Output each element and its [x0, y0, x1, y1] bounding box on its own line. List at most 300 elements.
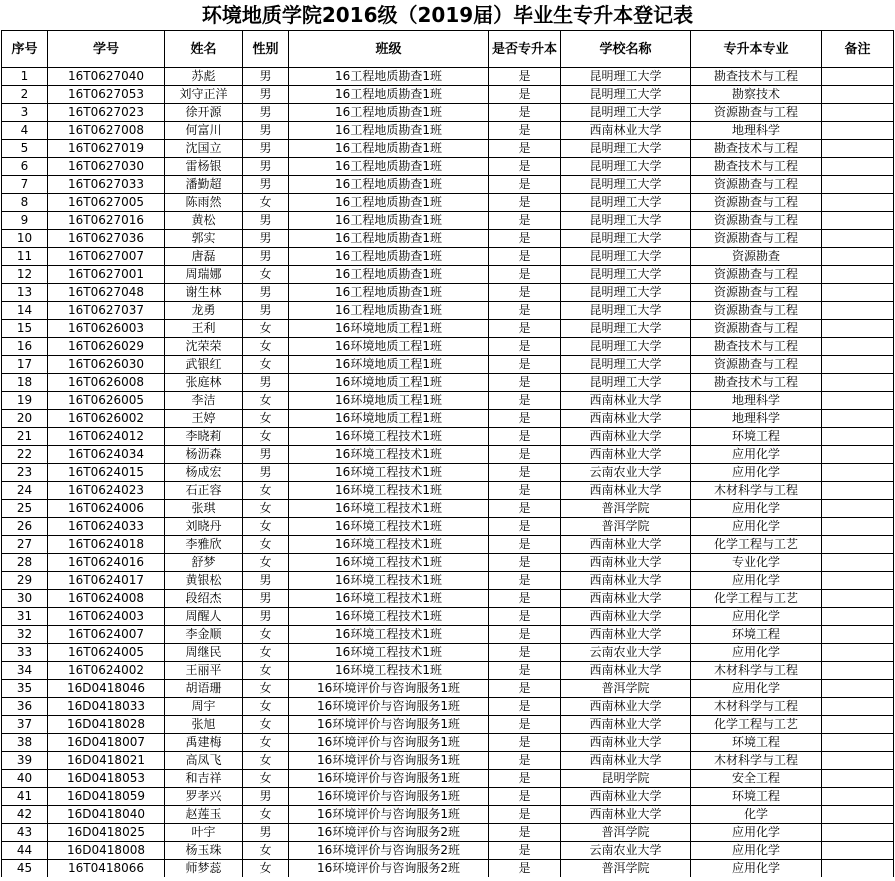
cell-school[interactable]: 西南林业大学	[561, 572, 691, 590]
cell-student-id[interactable]: 16D0418025	[48, 824, 165, 842]
cell-student-id[interactable]: 16T0624023	[48, 482, 165, 500]
cell-remarks[interactable]	[822, 716, 894, 734]
cell-name[interactable]: 苏彪	[165, 68, 243, 86]
cell-remarks[interactable]	[822, 410, 894, 428]
cell-upgrade[interactable]: 是	[489, 230, 561, 248]
cell-name[interactable]: 谢生林	[165, 284, 243, 302]
cell-major[interactable]: 环境工程	[691, 734, 822, 752]
cell-major[interactable]: 应用化学	[691, 842, 822, 860]
cell-school[interactable]: 昆明理工大学	[561, 302, 691, 320]
cell-remarks[interactable]	[822, 752, 894, 770]
cell-index[interactable]: 4	[2, 122, 48, 140]
cell-major[interactable]: 资源勘查与工程	[691, 176, 822, 194]
cell-remarks[interactable]	[822, 554, 894, 572]
cell-upgrade[interactable]: 是	[489, 608, 561, 626]
cell-class[interactable]: 16工程地质勘查1班	[289, 86, 489, 104]
cell-class[interactable]: 16环境工程技术1班	[289, 644, 489, 662]
cell-index[interactable]: 40	[2, 770, 48, 788]
cell-gender[interactable]: 男	[243, 140, 289, 158]
cell-major[interactable]: 应用化学	[691, 572, 822, 590]
cell-class[interactable]: 16环境地质工程1班	[289, 356, 489, 374]
cell-student-id[interactable]: 16T0626005	[48, 392, 165, 410]
cell-upgrade[interactable]: 是	[489, 482, 561, 500]
cell-gender[interactable]: 男	[243, 284, 289, 302]
cell-student-id[interactable]: 16D0418033	[48, 698, 165, 716]
cell-name[interactable]: 罗孝兴	[165, 788, 243, 806]
cell-remarks[interactable]	[822, 122, 894, 140]
cell-student-id[interactable]: 16D0418046	[48, 680, 165, 698]
cell-remarks[interactable]	[822, 518, 894, 536]
cell-student-id[interactable]: 16T0626029	[48, 338, 165, 356]
cell-remarks[interactable]	[822, 698, 894, 716]
cell-gender[interactable]: 女	[243, 428, 289, 446]
cell-student-id[interactable]: 16T0624007	[48, 626, 165, 644]
column-header-gender[interactable]: 性别	[243, 31, 289, 68]
cell-school[interactable]: 昆明理工大学	[561, 68, 691, 86]
cell-remarks[interactable]	[822, 590, 894, 608]
cell-gender[interactable]: 男	[243, 572, 289, 590]
cell-major[interactable]: 木材科学与工程	[691, 662, 822, 680]
cell-student-id[interactable]: 16T0627007	[48, 248, 165, 266]
cell-gender[interactable]: 女	[243, 482, 289, 500]
cell-name[interactable]: 禹建梅	[165, 734, 243, 752]
cell-name[interactable]: 和吉祥	[165, 770, 243, 788]
cell-upgrade[interactable]: 是	[489, 212, 561, 230]
cell-name[interactable]: 武银红	[165, 356, 243, 374]
cell-class[interactable]: 16环境地质工程1班	[289, 374, 489, 392]
cell-student-id[interactable]: 16T0626030	[48, 356, 165, 374]
cell-remarks[interactable]	[822, 248, 894, 266]
cell-school[interactable]: 昆明理工大学	[561, 284, 691, 302]
cell-name[interactable]: 石正容	[165, 482, 243, 500]
cell-school[interactable]: 云南农业大学	[561, 842, 691, 860]
column-header-class[interactable]: 班级	[289, 31, 489, 68]
cell-index[interactable]: 5	[2, 140, 48, 158]
cell-class[interactable]: 16工程地质勘查1班	[289, 104, 489, 122]
cell-class[interactable]: 16环境工程技术1班	[289, 536, 489, 554]
cell-remarks[interactable]	[822, 284, 894, 302]
cell-index[interactable]: 17	[2, 356, 48, 374]
cell-name[interactable]: 杨玉珠	[165, 842, 243, 860]
cell-index[interactable]: 29	[2, 572, 48, 590]
cell-class[interactable]: 16环境工程技术1班	[289, 428, 489, 446]
cell-upgrade[interactable]: 是	[489, 374, 561, 392]
cell-name[interactable]: 王婷	[165, 410, 243, 428]
cell-gender[interactable]: 男	[243, 248, 289, 266]
cell-student-id[interactable]: 16T0627019	[48, 140, 165, 158]
cell-gender[interactable]: 女	[243, 662, 289, 680]
cell-name[interactable]: 张旭	[165, 716, 243, 734]
cell-remarks[interactable]	[822, 608, 894, 626]
cell-student-id[interactable]: 16T0624017	[48, 572, 165, 590]
cell-class[interactable]: 16环境评价与咨询服务2班	[289, 860, 489, 878]
cell-school[interactable]: 西南林业大学	[561, 428, 691, 446]
cell-gender[interactable]: 男	[243, 230, 289, 248]
cell-upgrade[interactable]: 是	[489, 788, 561, 806]
cell-student-id[interactable]: 16T0627036	[48, 230, 165, 248]
cell-remarks[interactable]	[822, 806, 894, 824]
cell-index[interactable]: 33	[2, 644, 48, 662]
cell-class[interactable]: 16环境工程技术1班	[289, 608, 489, 626]
cell-index[interactable]: 43	[2, 824, 48, 842]
cell-student-id[interactable]: 16T0627040	[48, 68, 165, 86]
cell-class[interactable]: 16环境地质工程1班	[289, 410, 489, 428]
cell-remarks[interactable]	[822, 788, 894, 806]
cell-class[interactable]: 16环境评价与咨询服务1班	[289, 698, 489, 716]
cell-class[interactable]: 16工程地质勘查1班	[289, 194, 489, 212]
cell-upgrade[interactable]: 是	[489, 662, 561, 680]
cell-name[interactable]: 李洁	[165, 392, 243, 410]
cell-school[interactable]: 普洱学院	[561, 860, 691, 878]
cell-remarks[interactable]	[822, 662, 894, 680]
cell-class[interactable]: 16环境工程技术1班	[289, 482, 489, 500]
cell-major[interactable]: 资源勘查与工程	[691, 302, 822, 320]
cell-gender[interactable]: 女	[243, 734, 289, 752]
cell-upgrade[interactable]: 是	[489, 860, 561, 878]
cell-upgrade[interactable]: 是	[489, 68, 561, 86]
cell-class[interactable]: 16工程地质勘查1班	[289, 248, 489, 266]
cell-index[interactable]: 6	[2, 158, 48, 176]
cell-name[interactable]: 高凤飞	[165, 752, 243, 770]
cell-remarks[interactable]	[822, 482, 894, 500]
cell-school[interactable]: 西南林业大学	[561, 554, 691, 572]
cell-class[interactable]: 16环境评价与咨询服务1班	[289, 734, 489, 752]
cell-index[interactable]: 28	[2, 554, 48, 572]
cell-school[interactable]: 云南农业大学	[561, 464, 691, 482]
cell-upgrade[interactable]: 是	[489, 500, 561, 518]
cell-major[interactable]: 化学工程与工艺	[691, 590, 822, 608]
cell-class[interactable]: 16环境工程技术1班	[289, 554, 489, 572]
cell-name[interactable]: 刘守正洋	[165, 86, 243, 104]
cell-upgrade[interactable]: 是	[489, 698, 561, 716]
cell-school[interactable]: 普洱学院	[561, 824, 691, 842]
column-header-student-id[interactable]: 学号	[48, 31, 165, 68]
cell-upgrade[interactable]: 是	[489, 572, 561, 590]
cell-class[interactable]: 16工程地质勘查1班	[289, 176, 489, 194]
cell-student-id[interactable]: 16T0626008	[48, 374, 165, 392]
cell-index[interactable]: 41	[2, 788, 48, 806]
cell-school[interactable]: 西南林业大学	[561, 698, 691, 716]
cell-major[interactable]: 勘察技术	[691, 86, 822, 104]
cell-upgrade[interactable]: 是	[489, 770, 561, 788]
cell-major[interactable]: 化学工程与工艺	[691, 716, 822, 734]
cell-upgrade[interactable]: 是	[489, 824, 561, 842]
cell-index[interactable]: 36	[2, 698, 48, 716]
cell-index[interactable]: 7	[2, 176, 48, 194]
cell-major[interactable]: 资源勘查与工程	[691, 212, 822, 230]
cell-student-id[interactable]: 16T0624002	[48, 662, 165, 680]
cell-remarks[interactable]	[822, 140, 894, 158]
column-header-name[interactable]: 姓名	[165, 31, 243, 68]
cell-gender[interactable]: 女	[243, 518, 289, 536]
cell-index[interactable]: 12	[2, 266, 48, 284]
cell-upgrade[interactable]: 是	[489, 590, 561, 608]
cell-class[interactable]: 16工程地质勘查1班	[289, 68, 489, 86]
cell-name[interactable]: 徐开源	[165, 104, 243, 122]
cell-index[interactable]: 11	[2, 248, 48, 266]
cell-school[interactable]: 西南林业大学	[561, 608, 691, 626]
cell-gender[interactable]: 男	[243, 68, 289, 86]
cell-major[interactable]: 应用化学	[691, 518, 822, 536]
cell-major[interactable]: 应用化学	[691, 824, 822, 842]
cell-school[interactable]: 西南林业大学	[561, 752, 691, 770]
cell-remarks[interactable]	[822, 536, 894, 554]
cell-index[interactable]: 9	[2, 212, 48, 230]
cell-class[interactable]: 16环境地质工程1班	[289, 338, 489, 356]
cell-school[interactable]: 西南林业大学	[561, 392, 691, 410]
cell-major[interactable]: 勘查技术与工程	[691, 140, 822, 158]
cell-class[interactable]: 16工程地质勘查1班	[289, 266, 489, 284]
cell-gender[interactable]: 女	[243, 536, 289, 554]
cell-student-id[interactable]: 16T0627037	[48, 302, 165, 320]
cell-student-id[interactable]: 16T0624034	[48, 446, 165, 464]
cell-name[interactable]: 郭实	[165, 230, 243, 248]
cell-gender[interactable]: 男	[243, 302, 289, 320]
cell-gender[interactable]: 男	[243, 86, 289, 104]
cell-remarks[interactable]	[822, 824, 894, 842]
cell-gender[interactable]: 女	[243, 716, 289, 734]
cell-class[interactable]: 16环境评价与咨询服务2班	[289, 824, 489, 842]
cell-student-id[interactable]: 16D0418008	[48, 842, 165, 860]
cell-major[interactable]: 资源勘查与工程	[691, 356, 822, 374]
cell-index[interactable]: 8	[2, 194, 48, 212]
cell-student-id[interactable]: 16T0627016	[48, 212, 165, 230]
cell-gender[interactable]: 女	[243, 698, 289, 716]
cell-upgrade[interactable]: 是	[489, 410, 561, 428]
cell-student-id[interactable]: 16T0624015	[48, 464, 165, 482]
cell-upgrade[interactable]: 是	[489, 734, 561, 752]
cell-name[interactable]: 张琪	[165, 500, 243, 518]
cell-class[interactable]: 16工程地质勘查1班	[289, 212, 489, 230]
cell-name[interactable]: 杨成宏	[165, 464, 243, 482]
cell-gender[interactable]: 男	[243, 788, 289, 806]
cell-upgrade[interactable]: 是	[489, 266, 561, 284]
cell-name[interactable]: 李金顺	[165, 626, 243, 644]
cell-upgrade[interactable]: 是	[489, 194, 561, 212]
cell-school[interactable]: 西南林业大学	[561, 122, 691, 140]
cell-name[interactable]: 胡语珊	[165, 680, 243, 698]
cell-remarks[interactable]	[822, 626, 894, 644]
cell-major[interactable]: 环境工程	[691, 788, 822, 806]
cell-name[interactable]: 刘晓丹	[165, 518, 243, 536]
cell-remarks[interactable]	[822, 374, 894, 392]
cell-gender[interactable]: 女	[243, 320, 289, 338]
cell-name[interactable]: 张庭林	[165, 374, 243, 392]
cell-gender[interactable]: 男	[243, 176, 289, 194]
cell-school[interactable]: 昆明理工大学	[561, 86, 691, 104]
cell-major[interactable]: 地理科学	[691, 392, 822, 410]
cell-index[interactable]: 24	[2, 482, 48, 500]
cell-index[interactable]: 20	[2, 410, 48, 428]
cell-upgrade[interactable]: 是	[489, 446, 561, 464]
cell-class[interactable]: 16环境工程技术1班	[289, 500, 489, 518]
cell-upgrade[interactable]: 是	[489, 518, 561, 536]
cell-gender[interactable]: 男	[243, 122, 289, 140]
cell-school[interactable]: 普洱学院	[561, 680, 691, 698]
cell-school[interactable]: 昆明理工大学	[561, 158, 691, 176]
cell-class[interactable]: 16环境评价与咨询服务1班	[289, 788, 489, 806]
cell-upgrade[interactable]: 是	[489, 338, 561, 356]
cell-school[interactable]: 昆明理工大学	[561, 338, 691, 356]
cell-upgrade[interactable]: 是	[489, 284, 561, 302]
cell-name[interactable]: 王丽平	[165, 662, 243, 680]
cell-index[interactable]: 42	[2, 806, 48, 824]
cell-gender[interactable]: 女	[243, 194, 289, 212]
cell-student-id[interactable]: 16T0624003	[48, 608, 165, 626]
cell-remarks[interactable]	[822, 320, 894, 338]
cell-class[interactable]: 16环境地质工程1班	[289, 320, 489, 338]
cell-name[interactable]: 舒梦	[165, 554, 243, 572]
cell-remarks[interactable]	[822, 302, 894, 320]
cell-student-id[interactable]: 16T0624033	[48, 518, 165, 536]
cell-school[interactable]: 西南林业大学	[561, 410, 691, 428]
cell-class[interactable]: 16环境工程技术1班	[289, 662, 489, 680]
cell-school[interactable]: 云南农业大学	[561, 644, 691, 662]
cell-major[interactable]: 化学	[691, 806, 822, 824]
cell-student-id[interactable]: 16T0624005	[48, 644, 165, 662]
cell-class[interactable]: 16环境地质工程1班	[289, 392, 489, 410]
cell-gender[interactable]: 男	[243, 446, 289, 464]
cell-index[interactable]: 21	[2, 428, 48, 446]
cell-gender[interactable]: 女	[243, 752, 289, 770]
cell-school[interactable]: 西南林业大学	[561, 734, 691, 752]
cell-upgrade[interactable]: 是	[489, 464, 561, 482]
cell-class[interactable]: 16工程地质勘查1班	[289, 158, 489, 176]
cell-index[interactable]: 32	[2, 626, 48, 644]
cell-name[interactable]: 段绍杰	[165, 590, 243, 608]
cell-remarks[interactable]	[822, 842, 894, 860]
cell-name[interactable]: 杨沥森	[165, 446, 243, 464]
cell-student-id[interactable]: 16T0624006	[48, 500, 165, 518]
cell-index[interactable]: 34	[2, 662, 48, 680]
cell-index[interactable]: 2	[2, 86, 48, 104]
cell-student-id[interactable]: 16D0418059	[48, 788, 165, 806]
cell-school[interactable]: 西南林业大学	[561, 788, 691, 806]
cell-major[interactable]: 资源勘查	[691, 248, 822, 266]
cell-gender[interactable]: 女	[243, 266, 289, 284]
cell-index[interactable]: 30	[2, 590, 48, 608]
cell-school[interactable]: 普洱学院	[561, 518, 691, 536]
cell-name[interactable]: 叶宇	[165, 824, 243, 842]
cell-gender[interactable]: 女	[243, 500, 289, 518]
cell-student-id[interactable]: 16T0627001	[48, 266, 165, 284]
cell-gender[interactable]: 男	[243, 590, 289, 608]
cell-gender[interactable]: 女	[243, 626, 289, 644]
cell-upgrade[interactable]: 是	[489, 626, 561, 644]
cell-upgrade[interactable]: 是	[489, 842, 561, 860]
cell-major[interactable]: 资源勘查与工程	[691, 320, 822, 338]
cell-name[interactable]: 李晓莉	[165, 428, 243, 446]
cell-student-id[interactable]: 16T0627008	[48, 122, 165, 140]
cell-gender[interactable]: 女	[243, 806, 289, 824]
cell-index[interactable]: 22	[2, 446, 48, 464]
cell-name[interactable]: 黄银松	[165, 572, 243, 590]
cell-upgrade[interactable]: 是	[489, 140, 561, 158]
cell-name[interactable]: 师梦蕊	[165, 860, 243, 878]
cell-index[interactable]: 14	[2, 302, 48, 320]
cell-school[interactable]: 昆明学院	[561, 770, 691, 788]
column-header-remarks[interactable]: 备注	[822, 31, 894, 68]
cell-school[interactable]: 西南林业大学	[561, 590, 691, 608]
cell-name[interactable]: 龙勇	[165, 302, 243, 320]
cell-major[interactable]: 资源勘查与工程	[691, 284, 822, 302]
cell-student-id[interactable]: 16T0624008	[48, 590, 165, 608]
cell-school[interactable]: 昆明理工大学	[561, 248, 691, 266]
cell-class[interactable]: 16环境评价与咨询服务1班	[289, 806, 489, 824]
cell-class[interactable]: 16工程地质勘查1班	[289, 140, 489, 158]
cell-class[interactable]: 16工程地质勘查1班	[289, 284, 489, 302]
cell-gender[interactable]: 女	[243, 770, 289, 788]
cell-index[interactable]: 25	[2, 500, 48, 518]
cell-school[interactable]: 昆明理工大学	[561, 320, 691, 338]
cell-index[interactable]: 31	[2, 608, 48, 626]
cell-upgrade[interactable]: 是	[489, 752, 561, 770]
cell-student-id[interactable]: 16D0418028	[48, 716, 165, 734]
cell-student-id[interactable]: 16T0627048	[48, 284, 165, 302]
cell-index[interactable]: 15	[2, 320, 48, 338]
cell-upgrade[interactable]: 是	[489, 554, 561, 572]
cell-major[interactable]: 勘查技术与工程	[691, 158, 822, 176]
cell-gender[interactable]: 男	[243, 212, 289, 230]
cell-major[interactable]: 应用化学	[691, 500, 822, 518]
cell-class[interactable]: 16环境工程技术1班	[289, 590, 489, 608]
cell-student-id[interactable]: 16T0627030	[48, 158, 165, 176]
cell-name[interactable]: 沈国立	[165, 140, 243, 158]
cell-name[interactable]: 周醒人	[165, 608, 243, 626]
cell-remarks[interactable]	[822, 734, 894, 752]
cell-upgrade[interactable]: 是	[489, 248, 561, 266]
cell-school[interactable]: 西南林业大学	[561, 626, 691, 644]
cell-class[interactable]: 16环境评价与咨询服务1班	[289, 770, 489, 788]
cell-student-id[interactable]: 16D0418021	[48, 752, 165, 770]
cell-class[interactable]: 16环境工程技术1班	[289, 572, 489, 590]
cell-major[interactable]: 资源勘查与工程	[691, 104, 822, 122]
cell-gender[interactable]: 女	[243, 356, 289, 374]
cell-school[interactable]: 昆明理工大学	[561, 212, 691, 230]
cell-index[interactable]: 35	[2, 680, 48, 698]
cell-remarks[interactable]	[822, 860, 894, 878]
cell-index[interactable]: 13	[2, 284, 48, 302]
cell-upgrade[interactable]: 是	[489, 806, 561, 824]
cell-class[interactable]: 16环境评价与咨询服务1班	[289, 716, 489, 734]
cell-class[interactable]: 16工程地质勘查1班	[289, 122, 489, 140]
cell-gender[interactable]: 女	[243, 410, 289, 428]
cell-remarks[interactable]	[822, 194, 894, 212]
cell-gender[interactable]: 男	[243, 158, 289, 176]
cell-class[interactable]: 16环境工程技术1班	[289, 626, 489, 644]
cell-major[interactable]: 勘查技术与工程	[691, 68, 822, 86]
cell-upgrade[interactable]: 是	[489, 122, 561, 140]
cell-student-id[interactable]: 16D0418053	[48, 770, 165, 788]
cell-school[interactable]: 西南林业大学	[561, 716, 691, 734]
cell-major[interactable]: 木材科学与工程	[691, 698, 822, 716]
cell-upgrade[interactable]: 是	[489, 158, 561, 176]
cell-major[interactable]: 木材科学与工程	[691, 752, 822, 770]
cell-upgrade[interactable]: 是	[489, 176, 561, 194]
cell-upgrade[interactable]: 是	[489, 104, 561, 122]
cell-student-id[interactable]: 16T0624016	[48, 554, 165, 572]
cell-school[interactable]: 西南林业大学	[561, 662, 691, 680]
cell-index[interactable]: 44	[2, 842, 48, 860]
cell-name[interactable]: 黄松	[165, 212, 243, 230]
cell-major[interactable]: 应用化学	[691, 860, 822, 878]
cell-major[interactable]: 安全工程	[691, 770, 822, 788]
cell-major[interactable]: 资源勘查与工程	[691, 230, 822, 248]
cell-school[interactable]: 昆明理工大学	[561, 230, 691, 248]
cell-major[interactable]: 勘查技术与工程	[691, 338, 822, 356]
cell-gender[interactable]: 男	[243, 374, 289, 392]
cell-school[interactable]: 普洱学院	[561, 500, 691, 518]
